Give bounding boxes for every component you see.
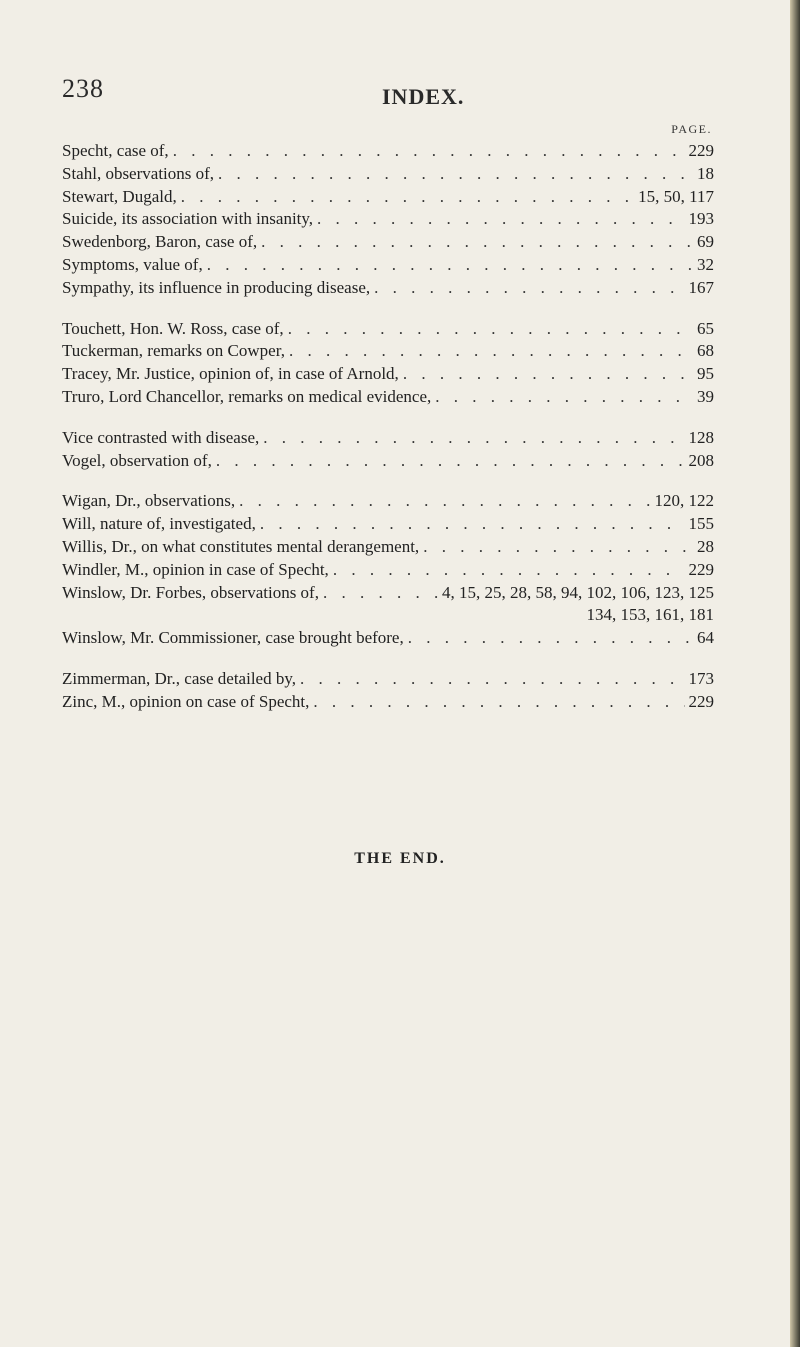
dot-leader	[207, 254, 693, 277]
index-entry	[62, 450, 714, 473]
entry-pages: 32	[697, 254, 714, 274]
entry-pages: 18	[697, 163, 714, 183]
index-entry	[62, 363, 714, 386]
index-entry	[62, 254, 714, 277]
index-entry	[62, 163, 714, 186]
index-entry	[62, 691, 714, 714]
entry-pages: 68	[697, 341, 714, 361]
page-edge	[790, 0, 800, 1347]
entry-text: Swedenborg, Baron, case of,	[62, 232, 258, 252]
index-entry	[62, 559, 714, 582]
index-entry	[62, 340, 714, 363]
entry-pages: 64	[697, 628, 714, 648]
entry-text: Stahl, observations of,	[62, 163, 215, 183]
entry-pages: 4, 15, 25, 28, 58, 94, 102, 106, 123, 125	[442, 582, 714, 602]
dot-leader	[173, 140, 685, 163]
index-entry	[62, 208, 714, 231]
entry-pages: 173	[688, 668, 714, 688]
entry-pages: 229	[688, 141, 714, 160]
dot-leader	[300, 668, 685, 691]
dot-leader	[423, 536, 693, 559]
entry-text: Tracey, Mr. Justice, opinion of, in case of Arnold,	[62, 364, 399, 384]
dot-leader	[435, 386, 693, 409]
dot-leader	[263, 427, 684, 450]
entry-text: Truro, Lord Chancellor, remarks on medical evidence,	[62, 386, 432, 406]
index-entry	[62, 186, 714, 209]
entry-pages: 155	[688, 514, 714, 534]
index-list	[62, 140, 714, 732]
entry-text: Sympathy, its influence in producing disease,	[62, 277, 371, 297]
index-entry	[62, 536, 714, 559]
entry-text: Willis, Dr., on what constitutes mental derangement,	[62, 536, 420, 556]
dot-leader	[374, 277, 684, 300]
dot-leader	[218, 163, 693, 186]
index-entry	[62, 231, 714, 254]
index-entry	[62, 490, 714, 513]
dot-leader	[323, 582, 438, 605]
entry-pages: 69	[697, 232, 714, 252]
dot-leader	[313, 691, 684, 714]
entry-pages: 193	[688, 209, 714, 229]
dot-leader	[289, 340, 693, 363]
dot-leader	[288, 318, 693, 341]
entry-text: Vice contrasted with disease,	[62, 427, 260, 447]
index-entry	[62, 386, 714, 409]
index-entry-continuation	[62, 604, 714, 627]
running-head: INDEX.	[382, 84, 465, 109]
index-entry	[62, 427, 714, 450]
index-entry	[62, 318, 714, 341]
dot-leader	[239, 490, 650, 513]
entry-text: Wigan, Dr., observations,	[62, 491, 236, 511]
dot-leader	[403, 363, 693, 386]
index-group	[62, 490, 714, 650]
page-number: 238	[62, 74, 104, 103]
index-entry	[62, 140, 714, 163]
entry-text: Windler, M., opinion in case of Specht,	[62, 559, 329, 579]
entry-text: Tuckerman, remarks on Cowper,	[62, 341, 285, 361]
entry-text: Suicide, its association with insanity,	[62, 209, 314, 229]
dot-leader	[317, 208, 684, 231]
entry-pages: 28	[697, 536, 714, 556]
entry-text: Touchett, Hon. W. Ross, case of,	[62, 318, 284, 338]
dot-leader	[408, 627, 693, 650]
index-entry	[62, 668, 714, 691]
the-end: THE END.	[354, 850, 446, 867]
dot-leader	[333, 559, 685, 582]
entry-text: Stewart, Dugald,	[62, 186, 177, 206]
entry-pages: 15, 50, 117	[638, 186, 714, 206]
dot-leader	[261, 231, 693, 254]
entry-text: Zimmerman, Dr., case detailed by,	[62, 668, 296, 688]
entry-pages: 95	[697, 364, 714, 384]
entry-pages: 208	[688, 450, 714, 470]
index-group	[62, 318, 714, 409]
entry-text: Will, nature of, investigated,	[62, 514, 256, 534]
index-group	[62, 427, 714, 473]
index-group	[62, 668, 714, 714]
entry-text: Winslow, Mr. Commissioner, case brought before,	[62, 628, 404, 648]
dot-leader	[181, 186, 634, 209]
entry-text: Specht, case of,	[62, 141, 169, 160]
entry-pages: 229	[688, 691, 714, 711]
index-entry	[62, 513, 714, 536]
entry-pages: 39	[697, 386, 714, 406]
entry-text: Zinc, M., opinion on case of Specht,	[62, 691, 310, 711]
entry-text: Symptoms, value of,	[62, 254, 203, 274]
index-entry	[62, 627, 714, 650]
dot-leader	[260, 513, 685, 536]
entry-text: Winslow, Dr. Forbes, observations of,	[62, 582, 319, 602]
page-column-label: PAGE.	[671, 122, 712, 136]
dot-leader	[216, 450, 685, 473]
entry-pages: 65	[697, 318, 714, 338]
entry-pages: 128	[688, 427, 714, 447]
entry-pages: 134, 153, 161, 181	[586, 605, 714, 625]
index-entry	[62, 277, 714, 300]
entry-pages: 120, 122	[654, 491, 714, 511]
index-group	[62, 140, 714, 300]
entry-pages: 229	[688, 559, 714, 579]
entry-text: Vogel, observation of,	[62, 450, 212, 470]
index-entry	[62, 582, 714, 605]
entry-pages: 167	[688, 277, 714, 297]
